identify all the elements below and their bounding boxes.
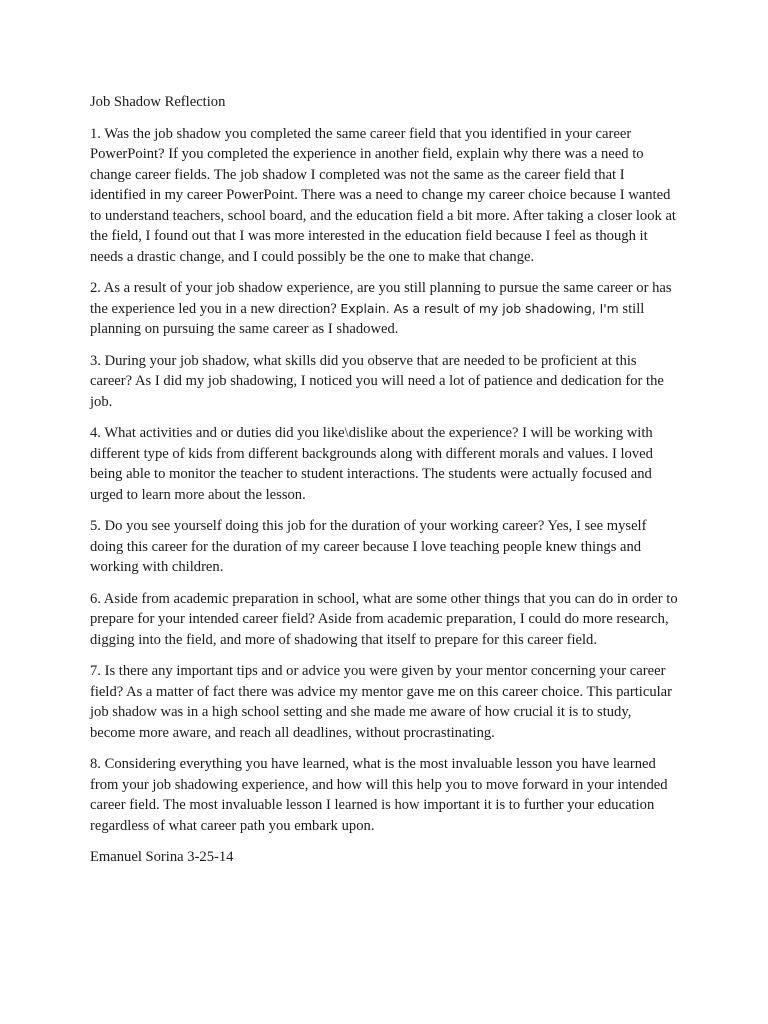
paragraph-question-6: 6. Aside from academic preparation in school, what are some other things that you can do in order to prepare for your intended career field? Aside from academic preparation, I could do more research, digging into the field, and more of shadowing that itself to prepare for this career field. [90, 590, 678, 648]
paragraph-question-7: 7. Is there any important tips and or advice you were given by your mentor concerning your career field? As a matter of fact there was advice my mentor gave me on this career choice. This particular job shadow was in a high school setting and she made me aware of how crucial it is to study, become more aware, and reach all deadlines, without procrastinating. [90, 663, 673, 741]
paragraph-question-2-text-b: Explain. As a result of my job shadowing, I'm [340, 300, 619, 316]
paragraph-question-1: 1. Was the job shadow you completed the same career field that you identified in your career PowerPoint? If you completed the experience in another field, explain why there was a need to change career fields. The job shadow I completed was not the same as the career field that I identified in my career PowerPoint. There was a need to change my career choice because I wanted to understand teachers, school board, and the education field a bit more. After taking a closer look at the field, I found out that I was more interested in the education field because I feel as though it needs a drastic change, and I could possibly be the one to make that change. [90, 125, 676, 265]
paragraph-question-8: 8. Considering everything you have learned, what is the most invaluable lesson you have learned from your job shadowing experience, and how will this help you to move forward in your intended career field. The most invaluable lesson I learned is how important it is to further your education regardless of what career path you embark upon. [90, 756, 668, 834]
paragraph-question-2 [90, 278, 680, 340]
paragraph-question-2-text-a: 2. As a result of your job shadow experience, are you still planning to pursue the same career or has the experience led you in a new direction? [90, 280, 672, 317]
signature-line: Emanuel Sorina 3-25-14 [90, 849, 234, 865]
document-title: Job Shadow Reflection [90, 94, 226, 110]
paragraph-question-2-text-c: still planning on pursuing the same career as I shadowed. [90, 300, 645, 337]
paragraph-question-4: 4. What activities and or duties did you like\dislike about the experience? I will be working with different type of kids from different backgrounds along with different morals and values. I loved being able to monitor the teacher to student interactions. The students were actually focused and urged to learn more about the lesson. [90, 425, 653, 503]
paragraph-question-3: 3. During your job shadow, what skills did you observe that are needed to be proficient at this career? As I did my job shadowing, I noticed you will need a lot of patience and dedication for the job. [90, 352, 664, 410]
paragraph-question-5: 5. Do you see yourself doing this job for the duration of your working career? Yes, I see myself doing this career for the duration of my career because I love teaching people knew things and working with children. [90, 518, 647, 575]
document-page [90, 92, 680, 868]
